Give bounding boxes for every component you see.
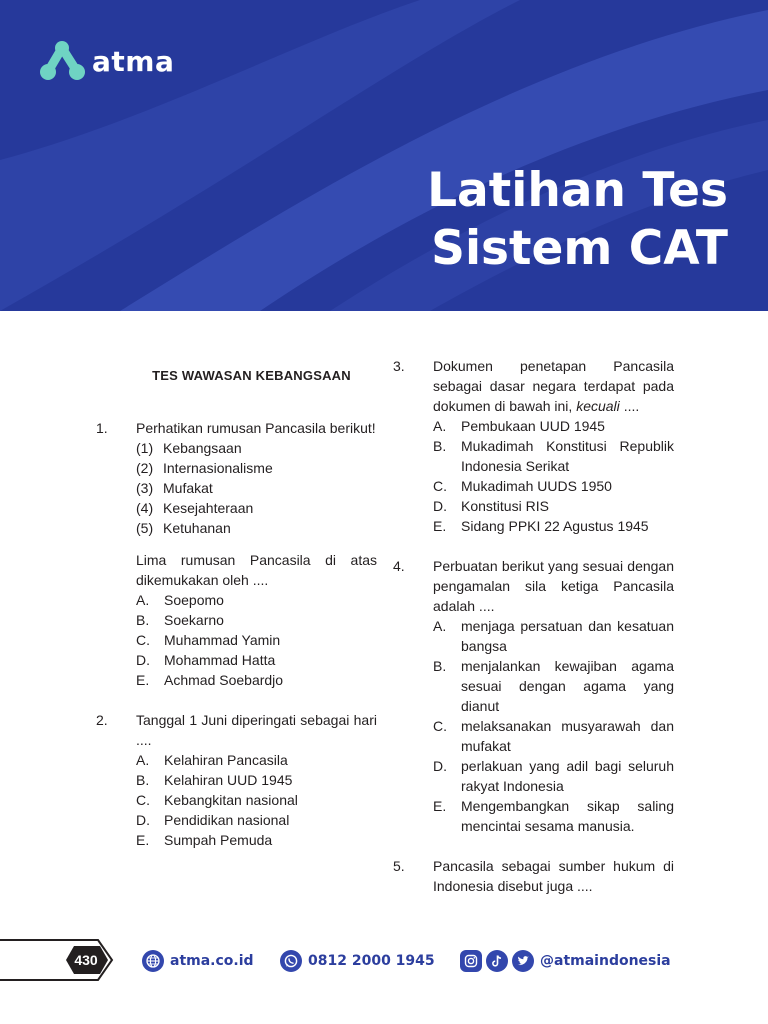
answer-option: A. Kelahiran Pancasila [136, 752, 288, 768]
answer-option: E. Sumpah Pemuda [136, 832, 273, 848]
list-item: (4) Kesejahteraan [136, 500, 254, 516]
answer-option: C. melaksanakan musyarawah dan mufakat [433, 718, 674, 754]
social-links[interactable] [460, 950, 671, 972]
question-3 [393, 356, 674, 536]
numbered-list [136, 438, 377, 538]
answer-option: D. Pendidikan nasional [136, 812, 290, 828]
list-item: (5) Ketuhanan [136, 520, 231, 536]
answer-option: A. menjaga persatuan dan kesatuan bangsa [433, 618, 674, 654]
answer-options [433, 616, 674, 836]
answer-option: D. Konstitusi RIS [433, 498, 549, 514]
answer-option: B. menjalankan kewajiban agama sesuai dengan agama yang dianut [433, 658, 674, 714]
logo-text: atma [92, 44, 175, 78]
question-number: 4. [393, 558, 405, 574]
header-banner [0, 0, 768, 311]
tiktok-icon[interactable] [486, 950, 508, 972]
question-text: Tanggal 1 Juni diperingati sebagai hari .... [136, 712, 377, 748]
question-text: Pancasila sebagai sumber hukum di Indonesia disebut juga .... [433, 858, 674, 894]
question-number: 3. [393, 358, 405, 374]
list-item: (1) Kebangsaan [136, 440, 242, 456]
answer-option: B. Mukadimah Konstitusi Republik Indonesia Serikat [433, 438, 674, 474]
instagram-icon[interactable] [460, 950, 482, 972]
answer-option: C. Muhammad Yamin [136, 632, 281, 648]
answer-option: C. Kebangkitan nasional [136, 792, 298, 808]
question-text: Perbuatan berikut yang sesuai dengan pengamalan sila ketiga Pancasila adalah .... [433, 558, 674, 614]
title-line-1: Latihan Tes [427, 163, 728, 218]
answer-options [136, 750, 377, 850]
twitter-icon[interactable] [512, 950, 534, 972]
answer-options [433, 416, 674, 536]
question-number: 2. [96, 712, 108, 728]
list-item: (3) Mufakat [136, 480, 213, 496]
question-number: 1. [96, 420, 108, 436]
question-text: Dokumen penetapan Pancasila sebagai dasar negara terdapat pada dokumen di bawah ini, kecuali .... [433, 358, 674, 414]
section-title: TES WAWASAN KEBANGSAAN [152, 368, 351, 383]
answer-option: A. Soepomo [136, 592, 224, 608]
answer-option: A. Pembukaan UUD 1945 [433, 418, 605, 434]
globe-icon [142, 950, 164, 972]
answer-option: B. Soekarno [136, 612, 224, 628]
atma-logo [40, 40, 174, 82]
phone-text: 0812 2000 1945 [308, 953, 435, 969]
answer-option: D. Mohammad Hatta [136, 652, 276, 668]
page-title [427, 162, 728, 278]
question-1 [96, 418, 377, 690]
social-handle: @atmaindonesia [540, 953, 671, 969]
phone-link[interactable] [280, 950, 435, 972]
atma-logo-icon [40, 40, 86, 82]
question-text-continued: Lima rumusan Pancasila di atas dikemukakan oleh .... [136, 552, 377, 588]
question-text: Perhatikan rumusan Pancasila berikut! [136, 420, 376, 436]
website-text: atma.co.id [170, 953, 254, 969]
answer-option: D. perlakuan yang adil bagi seluruh rakyat Indonesia [433, 758, 674, 794]
question-4 [393, 556, 674, 836]
answer-option: E. Mengembangkan sikap saling mencintai sesama manusia. [433, 798, 674, 834]
title-line-2: Sistem CAT [431, 221, 728, 276]
list-item: (2) Internasionalisme [136, 460, 273, 476]
answer-options [136, 590, 377, 690]
question-2 [96, 710, 377, 850]
question-5 [393, 856, 674, 896]
left-column [96, 356, 377, 870]
answer-option: C. Mukadimah UUDS 1950 [433, 478, 612, 494]
right-column [393, 356, 674, 916]
answer-option: E. Sidang PPKI 22 Agustus 1945 [433, 518, 649, 534]
question-number: 5. [393, 858, 405, 874]
italic-emphasis: kecuali [576, 398, 620, 414]
page-number: 430 [74, 952, 98, 968]
whatsapp-icon [280, 950, 302, 972]
answer-option: B. Kelahiran UUD 1945 [136, 772, 293, 788]
website-link[interactable] [142, 950, 254, 972]
answer-option: E. Achmad Soebardjo [136, 672, 284, 688]
